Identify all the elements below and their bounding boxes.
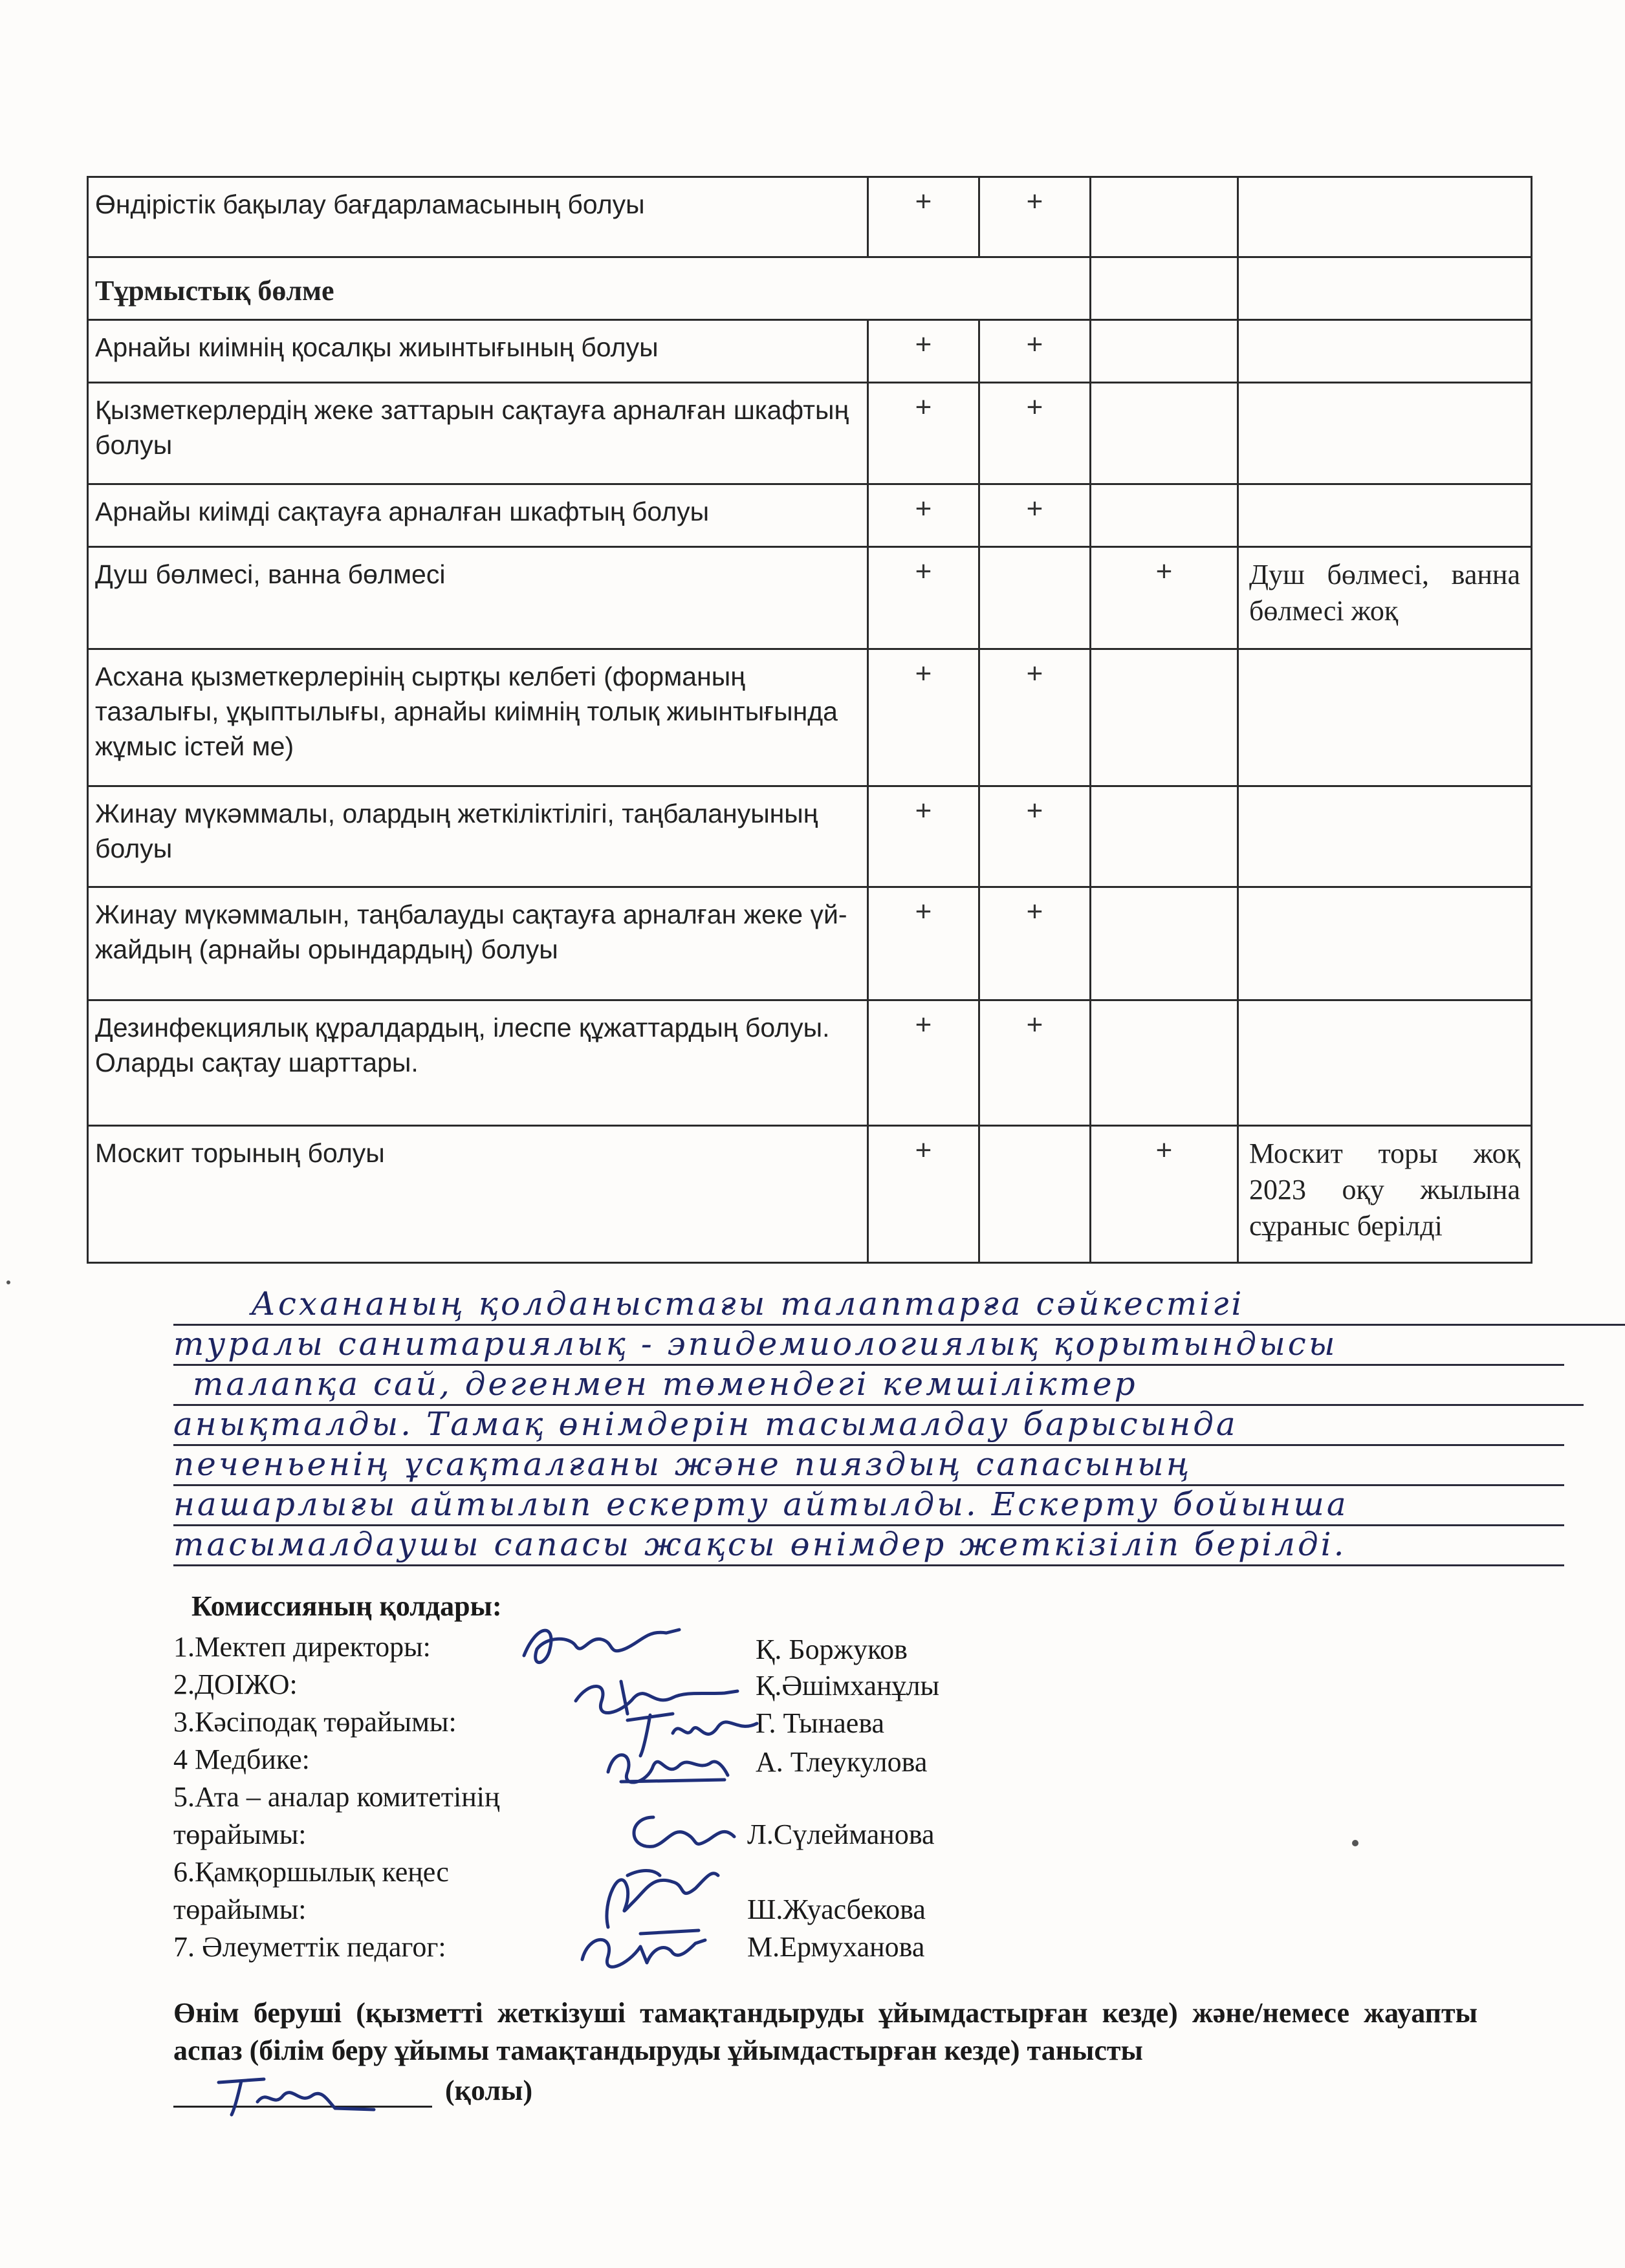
mark-cell (1091, 177, 1238, 257)
empty-cell (1091, 257, 1238, 320)
criterion-cell: Қызметкерлердің жеке заттарын сақтауға арналған шкафтың болуы (88, 383, 868, 484)
mark-cell: + (979, 383, 1091, 484)
mark-cell: + (979, 484, 1091, 547)
criterion-cell: Асхана қызметкерлерінің сыртқы келбеті (форманың тазалығы, ұқыптылығы, арнайы киімнің толық жиынтығында жұмыс істей ме) (88, 649, 868, 786)
member-role: 7. Әлеуметтік педагог: (173, 1931, 446, 1963)
handwritten-line: нашарлығы айтылып ескерту айтылды. Ескерту бойынша (173, 1484, 1564, 1526)
mark-cell: + (868, 320, 979, 383)
section-row (88, 257, 1532, 320)
note-cell (1238, 1000, 1532, 1126)
member-role: 2.ДОІЖО: (173, 1669, 298, 1700)
criterion-cell: Өндірістік бақылау бағдарламасының болуы (88, 177, 868, 257)
handwritten-line: тасымалдаушы сапасы жақсы өнімдер жеткізіліп берілді. (173, 1524, 1564, 1566)
table-row (88, 786, 1532, 887)
member-name: А. Тлеукулова (756, 1746, 928, 1778)
commission-title: Комиссияның қолдары: (191, 1590, 502, 1622)
mark-cell (1091, 649, 1238, 786)
member-name: Г. Тынаева (756, 1707, 885, 1739)
mark-cell: + (868, 649, 979, 786)
empty-cell (1238, 257, 1532, 320)
handwritten-conclusion (173, 1284, 1564, 1568)
member-name: Л.Сүлейманова (747, 1819, 935, 1850)
member-role-cont: төрайымы: (173, 1894, 307, 1925)
table-row (88, 1000, 1532, 1126)
member-name: Қ. Боржуков (756, 1634, 908, 1665)
note-cell (1238, 887, 1532, 1000)
handwritten-line: печеньенің ұсақталғаны және пияздың сапасының (173, 1444, 1564, 1486)
criterion-cell: Жинау мүкәммалын, таңбалауды сақтауға арналған жеке үй-жайдың (арнайы орындардың) болуы (88, 887, 868, 1000)
note-cell (1238, 649, 1532, 786)
mark-cell: + (979, 649, 1091, 786)
mark-cell: + (979, 177, 1091, 257)
member-name: Ш.Жуасбекова (747, 1894, 926, 1925)
note-cell (1238, 177, 1532, 257)
mark-cell: + (868, 177, 979, 257)
mark-cell: + (868, 484, 979, 547)
handwritten-line: анықталды. Тамақ өнімдерін тасымалдау барысында (173, 1404, 1564, 1446)
table-row (88, 383, 1532, 484)
note-cell (1238, 383, 1532, 484)
mark-cell: + (979, 786, 1091, 887)
mark-cell (1091, 320, 1238, 383)
member-role: 5.Ата – аналар комитетінің (173, 1781, 500, 1813)
note-cell (1238, 786, 1532, 887)
table-row (88, 547, 1532, 649)
criterion-cell: Жинау мүкәммалы, олардың жеткіліктілігі, таңбалануының болуы (88, 786, 868, 887)
mark-cell (1091, 887, 1238, 1000)
mark-cell: + (868, 1126, 979, 1263)
mark-cell: + (1091, 547, 1238, 649)
mark-cell: + (868, 547, 979, 649)
criterion-cell: Дезинфекциялық құралдардың, ілеспе құжаттардың болуы. Оларды сақтау шарттары. (88, 1000, 868, 1126)
signature-pedagogue (563, 1914, 718, 1982)
note-cell (1238, 320, 1532, 383)
member-role: 1.Мектеп директоры: (173, 1631, 431, 1663)
signature-nurse (595, 1733, 737, 1801)
table-row (88, 649, 1532, 786)
member-role: 3.Кәсіподақ төрайымы: (173, 1706, 457, 1738)
acknowledgment-text: Өнім беруші (қызметті жеткізуші тамақтандыруды ұйымдастырған кезде) және/немесе жауапты аспаз (білім беру ұйымы тамақтандыруды ұйымдастырған кезде) танысты (173, 1997, 1478, 2066)
criterion-cell: Душ бөлмесі, ванна бөлмесі (88, 547, 868, 649)
section-title: Тұрмыстық бөлме (88, 257, 1091, 320)
mark-cell (1091, 383, 1238, 484)
note-cell: Москит торы жоқ 2023 оқу жылына сұраныс берілді (1238, 1126, 1532, 1263)
criterion-cell: Арнайы киімді сақтауға арналған шкафтың болуы (88, 484, 868, 547)
member-name: Қ.Әшімханұлы (756, 1670, 940, 1701)
table-row (88, 484, 1532, 547)
member-name: М.Ермуханова (747, 1931, 925, 1963)
note-cell (1238, 484, 1532, 547)
checklist-table (87, 176, 1532, 1264)
signature-supplier (206, 2063, 387, 2124)
mark-cell: + (979, 320, 1091, 383)
member-role-cont: төрайымы: (173, 1819, 307, 1850)
handwritten-line: туралы санитариялық - эпидемиологиялық қорытындысы (173, 1324, 1564, 1366)
member-role: 4 Медбике: (173, 1744, 310, 1775)
scan-speck (1352, 1840, 1358, 1846)
mark-cell (1091, 786, 1238, 887)
member-role: 6.Қамқоршылық кеңес (173, 1856, 449, 1888)
note-cell: Душ бөлмесі, ванна бөлмесі жоқ (1238, 547, 1532, 649)
criterion-cell: Арнайы киімнің қосалқы жиынтығының болуы (88, 320, 868, 383)
scan-speck (6, 1280, 10, 1284)
handwritten-line: талапқа сай, дегенмен төмендегі кемшіліктер (173, 1364, 1584, 1406)
signature-label: (қолы) (445, 2075, 533, 2106)
mark-cell (1091, 1000, 1238, 1126)
mark-cell: + (868, 383, 979, 484)
criterion-cell: Москит торының болуы (88, 1126, 868, 1263)
mark-cell: + (979, 1000, 1091, 1126)
mark-cell (979, 1126, 1091, 1263)
mark-cell: + (868, 786, 979, 887)
mark-cell (979, 547, 1091, 649)
mark-cell: + (868, 887, 979, 1000)
handwritten-line: Асхананың қолданыстағы талаптарға сәйкестігі (173, 1284, 1625, 1326)
table-row (88, 1126, 1532, 1263)
mark-cell: + (1091, 1126, 1238, 1263)
table-row (88, 320, 1532, 383)
table-row (88, 177, 1532, 257)
mark-cell (1091, 484, 1238, 547)
mark-cell: + (868, 1000, 979, 1126)
table-row (88, 887, 1532, 1000)
mark-cell: + (979, 887, 1091, 1000)
